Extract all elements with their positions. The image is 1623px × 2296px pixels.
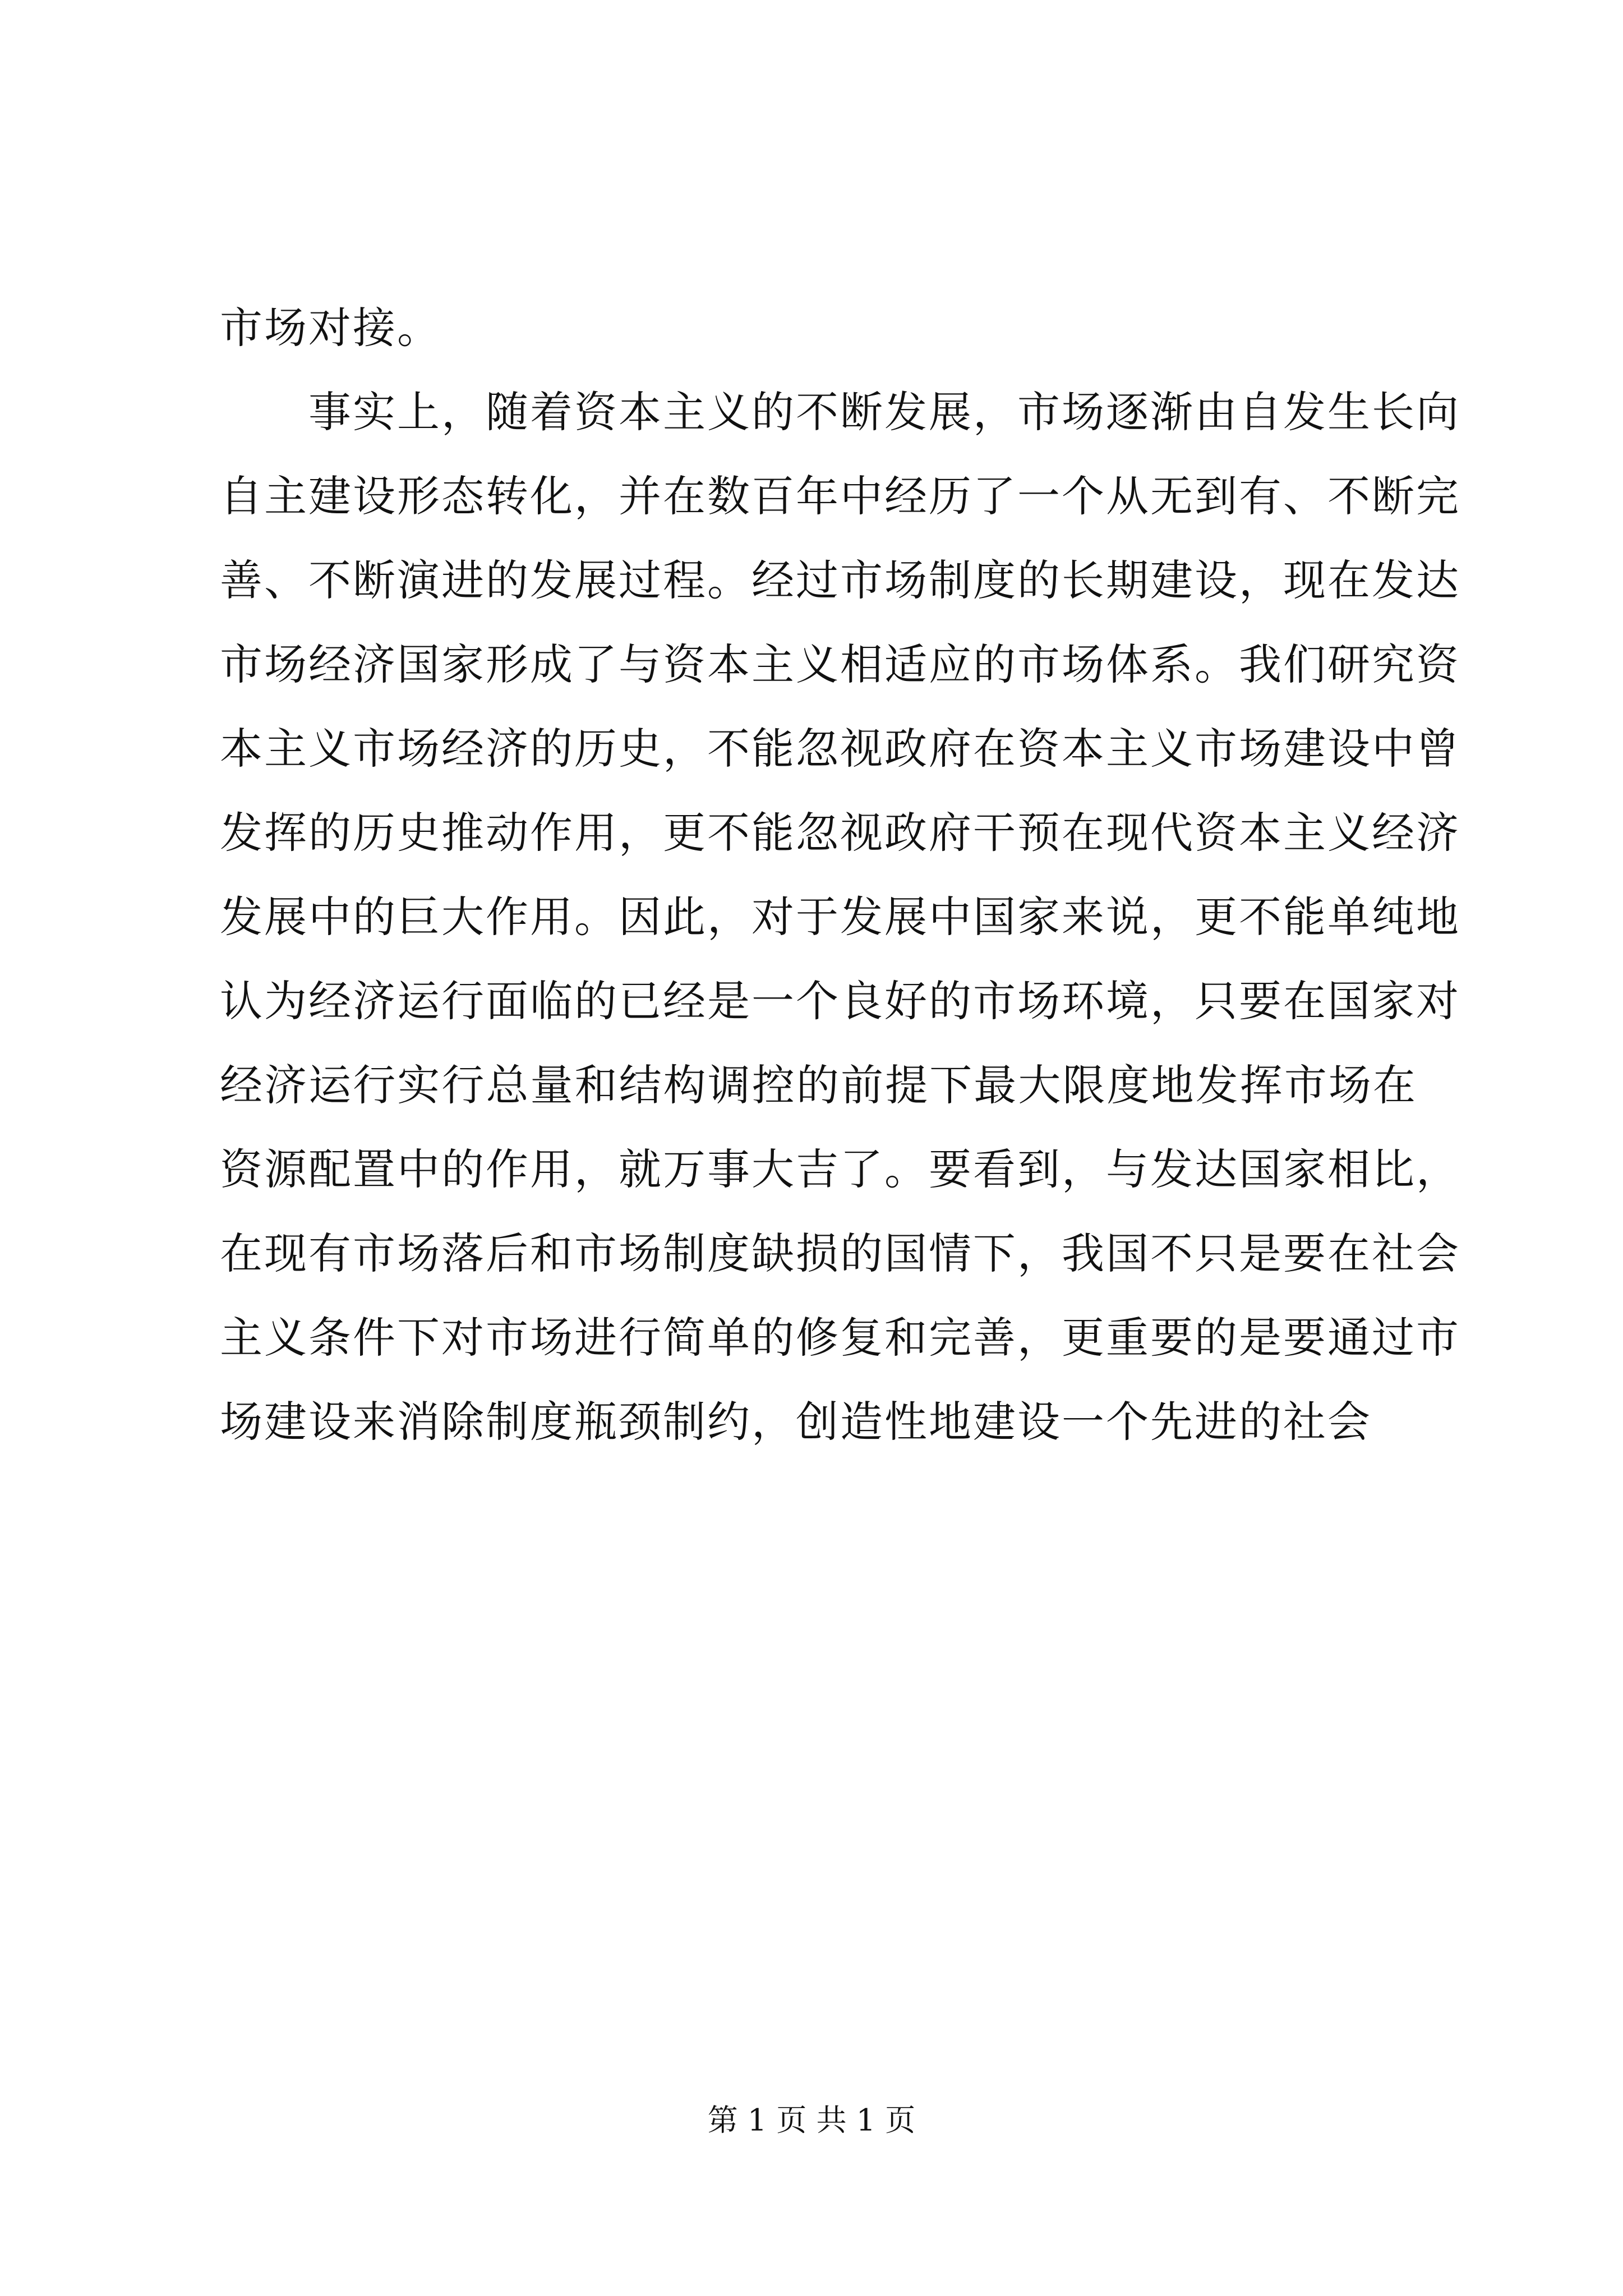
text-line: 发展中的巨大作用。因此，对于发展中国家来说，更不能单纯地	[220, 892, 1460, 942]
body-text	[220, 286, 1460, 1464]
text-line: 发挥的历史推动作用，更不能忽视政府干预在现代资本主义经济	[220, 808, 1460, 858]
page-number-footer: 第 1 页 共 1 页	[707, 2102, 916, 2138]
text-line: 认为经济运行面临的已经是一个良好的市场环境，只要在国家对	[220, 976, 1460, 1026]
text-line: 自主建设形态转化，并在数百年中经历了一个从无到有、不断完	[220, 471, 1460, 521]
text-line: 善、不断演进的发展过程。经过市场制度的长期建设，现在发达	[220, 555, 1460, 605]
text-line: 市场对接。	[220, 303, 441, 353]
text-line: 资源配置中的作用，就万事大吉了。要看到，与发达国家相比，	[220, 1144, 1460, 1194]
text-line: 场建设来消除制度瓶颈制约，创造性地建设一个先进的社会	[220, 1397, 1372, 1447]
text-line: 市场经济国家形成了与资本主义相适应的市场体系。我们研究资	[220, 639, 1460, 689]
text-line: 经济运行实行总量和结构调控的前提下最大限度地发挥市场在	[220, 1060, 1417, 1110]
text-line: 事实上，随着资本主义的不断发展，市场逐渐由自发生长向	[220, 387, 1460, 437]
text-line: 本主义市场经济的历史，不能忽视政府在资本主义市场建设中曾	[220, 724, 1460, 774]
text-line: 在现有市场落后和市场制度缺损的国情下，我国不只是要在社会	[220, 1228, 1460, 1278]
text-line: 主义条件下对市场进行简单的修复和完善，更重要的是要通过市	[220, 1313, 1460, 1363]
